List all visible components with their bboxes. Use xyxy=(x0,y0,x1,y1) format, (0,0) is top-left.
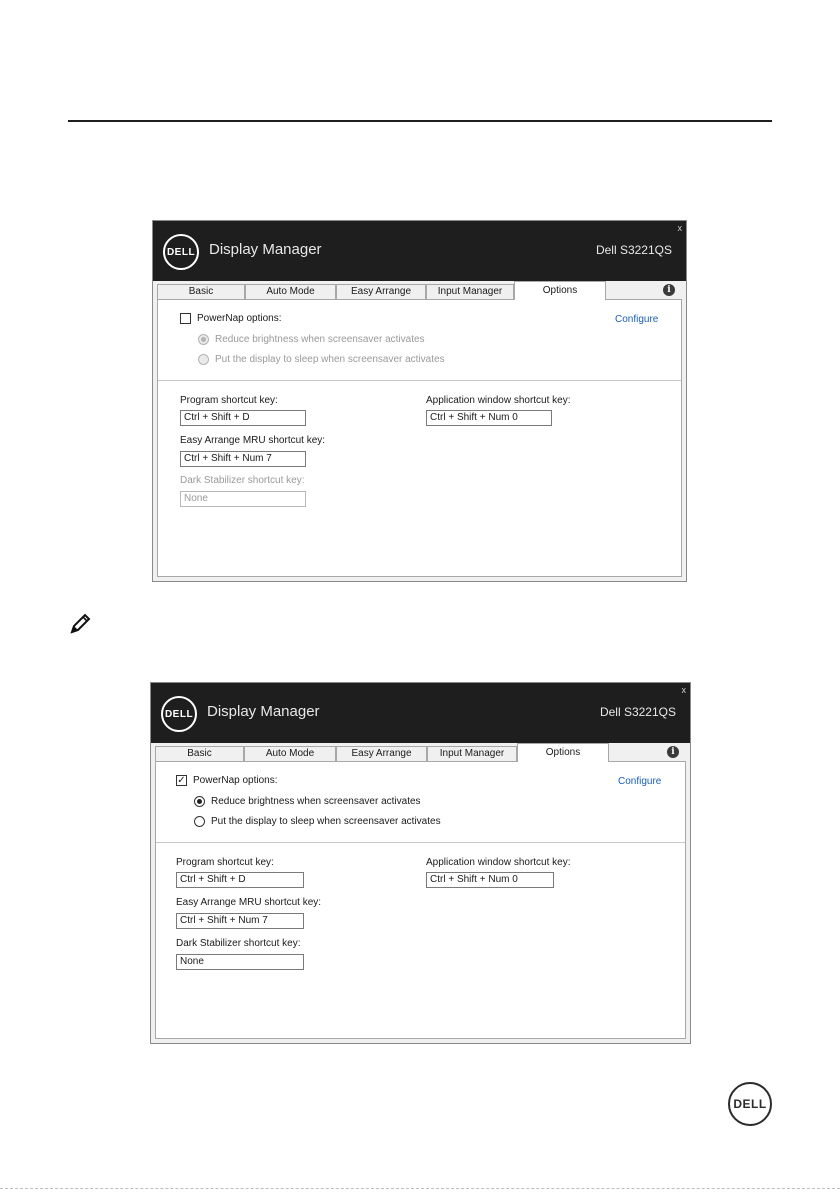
dark-stabilizer-shortcut-field[interactable]: None xyxy=(176,954,304,970)
sleep-display-radio[interactable] xyxy=(194,816,205,827)
sleep-display-label: Put the display to sleep when screensaver activates xyxy=(211,816,441,827)
tab-auto-mode[interactable]: Auto Mode xyxy=(244,746,336,761)
app-title: Display Manager xyxy=(207,703,320,720)
title-bar xyxy=(153,221,686,281)
tab-bar xyxy=(157,281,682,299)
configure-link[interactable]: Configure xyxy=(618,776,662,787)
pencil-note-icon xyxy=(68,612,94,636)
options-panel xyxy=(155,761,686,1039)
powernap-option-reduce-brightness xyxy=(198,334,425,345)
easy-arrange-shortcut-field[interactable]: Ctrl + Shift + Num 7 xyxy=(176,913,304,929)
page-edge-line xyxy=(0,1188,840,1189)
info-icon[interactable]: i xyxy=(667,746,679,758)
powernap-label: PowerNap options: xyxy=(193,775,278,786)
program-shortcut-label: Program shortcut key: xyxy=(176,857,274,868)
tab-easy-arrange[interactable]: Easy Arrange xyxy=(336,746,427,761)
tab-input-manager[interactable]: Input Manager xyxy=(427,746,517,761)
powernap-row xyxy=(180,313,282,324)
header-rule xyxy=(68,120,772,122)
tab-basic[interactable]: Basic xyxy=(157,284,245,299)
app-window-shortcut-field[interactable]: Ctrl + Shift + Num 0 xyxy=(426,410,552,426)
section-divider xyxy=(156,842,685,843)
powernap-row xyxy=(176,775,278,786)
powernap-option-sleep xyxy=(198,354,445,365)
reduce-brightness-radio[interactable] xyxy=(194,796,205,807)
dell-logo-icon: DELL xyxy=(163,234,199,270)
powernap-label: PowerNap options: xyxy=(197,313,282,324)
monitor-name: Dell S3221QS xyxy=(595,243,672,257)
sleep-display-label: Put the display to sleep when screensaver activates xyxy=(215,354,445,365)
app-window-shortcut-field[interactable]: Ctrl + Shift + Num 0 xyxy=(426,872,554,888)
dark-stabilizer-shortcut-label: Dark Stabilizer shortcut key: xyxy=(180,475,305,486)
reduce-brightness-radio[interactable] xyxy=(198,334,209,345)
sleep-display-radio[interactable] xyxy=(198,354,209,365)
powernap-checkbox[interactable]: ✓ xyxy=(177,775,186,786)
section-divider xyxy=(158,380,681,381)
tab-options[interactable]: Options xyxy=(514,281,606,300)
configure-link[interactable]: Configure xyxy=(615,314,659,325)
dell-logo-icon: DELL xyxy=(161,696,197,732)
dell-footer-logo-icon: DELL xyxy=(728,1082,772,1126)
powernap-checkbox[interactable] xyxy=(180,313,191,324)
program-shortcut-label: Program shortcut key: xyxy=(180,395,278,406)
info-icon[interactable]: i xyxy=(663,284,675,296)
tab-bar xyxy=(155,743,686,761)
easy-arrange-shortcut-label: Easy Arrange MRU shortcut key: xyxy=(180,435,326,446)
monitor-name: Dell S3221QS xyxy=(599,705,676,719)
display-manager-window-disabled xyxy=(152,220,687,582)
tab-auto-mode[interactable]: Auto Mode xyxy=(245,284,336,299)
tab-basic[interactable]: Basic xyxy=(155,746,244,761)
app-window-shortcut-label: Application window shortcut key: xyxy=(426,395,571,406)
title-bar xyxy=(151,683,690,743)
reduce-brightness-label: Reduce brightness when screensaver activates xyxy=(211,796,421,807)
powernap-option-sleep xyxy=(194,816,441,827)
program-shortcut-field[interactable]: Ctrl + Shift + D xyxy=(176,872,304,888)
reduce-brightness-label: Reduce brightness when screensaver activates xyxy=(215,334,425,345)
easy-arrange-shortcut-field[interactable]: Ctrl + Shift + Num 7 xyxy=(180,451,306,467)
close-icon[interactable]: x xyxy=(677,223,682,233)
dark-stabilizer-shortcut-label: Dark Stabilizer shortcut key: xyxy=(176,938,301,949)
options-panel xyxy=(157,299,682,577)
display-manager-window-enabled xyxy=(150,682,691,1044)
tab-options[interactable]: Options xyxy=(517,743,609,762)
app-window-shortcut-label: Application window shortcut key: xyxy=(426,857,571,868)
powernap-option-reduce-brightness xyxy=(194,796,421,807)
close-icon[interactable]: x xyxy=(681,685,686,695)
program-shortcut-field[interactable]: Ctrl + Shift + D xyxy=(180,410,306,426)
app-title: Display Manager xyxy=(209,241,322,258)
tab-input-manager[interactable]: Input Manager xyxy=(426,284,514,299)
tab-easy-arrange[interactable]: Easy Arrange xyxy=(336,284,426,299)
dark-stabilizer-shortcut-field: None xyxy=(180,491,306,507)
easy-arrange-shortcut-label: Easy Arrange MRU shortcut key: xyxy=(176,897,322,908)
